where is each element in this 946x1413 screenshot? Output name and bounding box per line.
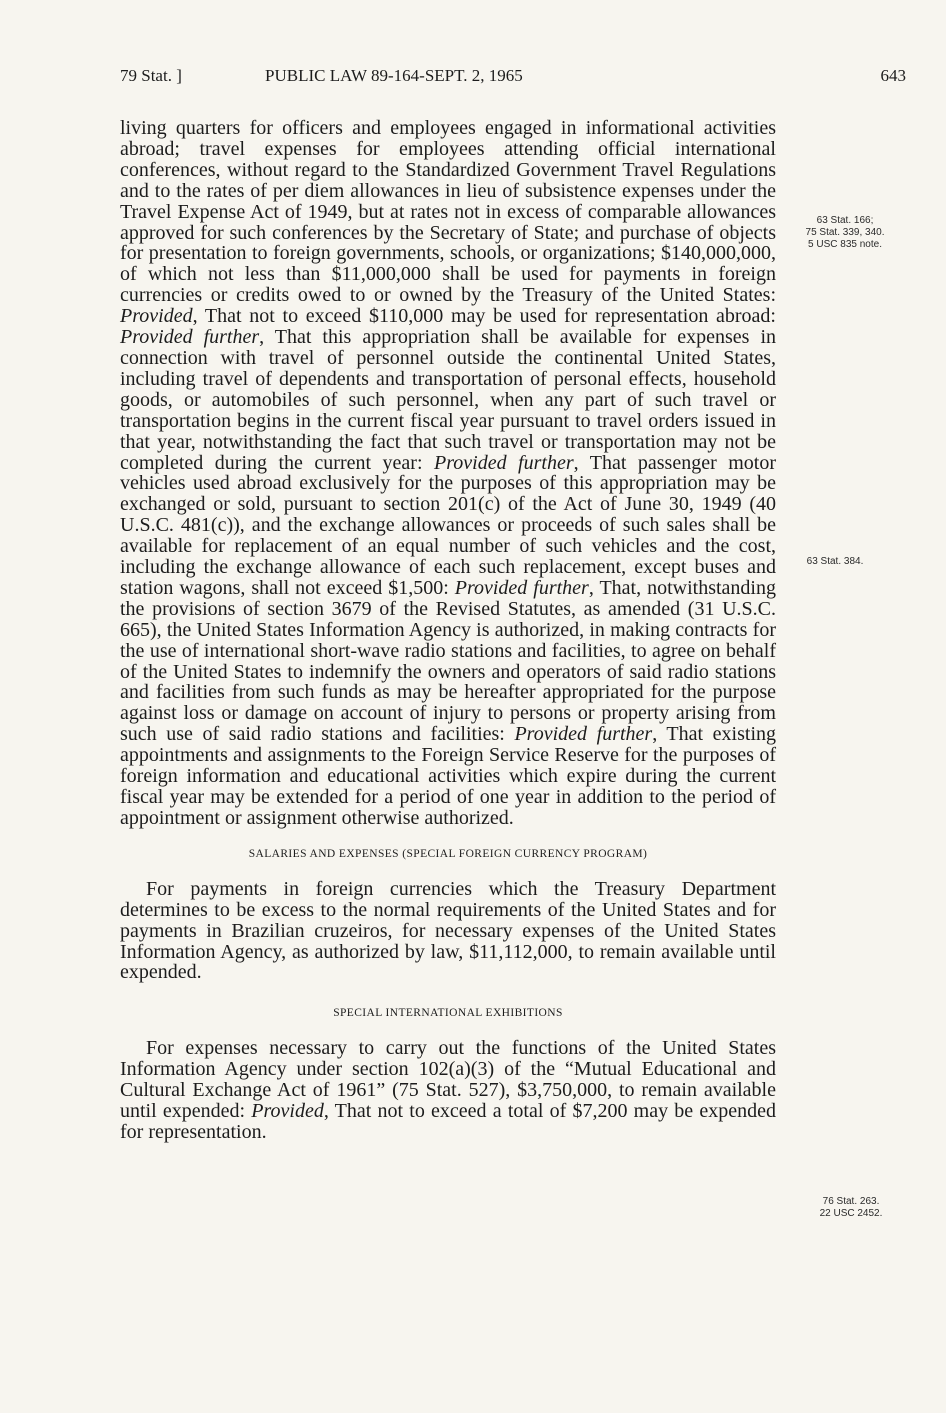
proviso: Provided further <box>514 723 653 746</box>
text-run: For expenses necessary to carry out the functions of the United States Information Agency under section 102(a)(3) of the “Mutual Educational and Cultural Exchange Act of 1961” (75 Stat. 527), $3,750,000, to remain available until expended: <box>120 1037 776 1123</box>
proviso: Provided further <box>434 451 574 474</box>
volume-citation: 79 Stat. ] <box>120 66 182 85</box>
proviso: Provided <box>251 1100 324 1123</box>
citation-line: 63 Stat. 384. <box>806 556 864 567</box>
running-header <box>120 66 906 88</box>
text-run: , That existing appointments and assignments to the Foreign Service Reserve for the purposes of foreign information and educational activities which expire during the current fiscal year may be extended for a period of one year in addition to the period of appointment or assignment otherwise authorized. <box>120 723 777 829</box>
text-run: , That, notwithstanding the provisions of section 3679 of the Revised Statutes, as amended (31 U.S.C. 665), the United States Information Agency is authorized, in making contracts for the use of international short-wave radio stations and facilities, to agree on behalf of the United States to indemnify the owners and operators of said radio stations and facilities from such funds as may be hereafter appropriated for the purpose against loss or damage on account of injury to persons or property arising from such use of said radio stations and facilities: <box>120 576 776 746</box>
text-run: living quarters for officers and employees engaged in informational activities abroad; travel expenses for employees attending official international conferences, without regard to the Standardized Government Travel Regulations and to the rates of per diem allowances in lieu of subsistence expenses under the Travel Expense Act of 1949, but at rates not in excess of comparable allowances approved for such conferences by the Secretary of State; and purchase of objects for presentation to foreign governments, schools, or organizations; $140,000,000, of which not less than $11,000,000 shall be used for payments in foreign currencies or credits owed to or owned by the Treasury of the United States: <box>120 117 776 307</box>
page-number: 643 <box>880 66 906 85</box>
citation-line: 76 Stat. 263. <box>822 1196 880 1207</box>
main-text <box>120 118 776 1143</box>
proviso: Provided <box>120 305 193 328</box>
text-run: , That this appropriation shall be available for expenses in connection with travel of personnel outside the continental United States, including travel of dependents and transportation of personal effects, household goods, or automobiles of such personnel, when any part of such travel or transportation begins in the current fiscal year pursuant to travel orders issued in that year, notwithstanding the fact that such travel or transportation may not be completed during the current year: <box>120 326 777 474</box>
text-run: , That not to exceed $110,000 may be used for representation abroad: <box>192 305 776 328</box>
text-run: , That passenger motor vehicles used abroad exclusively for the purposes of this appropriation may be exchanged or sold, pursuant to section 201(c) of the Act of June 30, 1949 (40 U.S.C. 481(c)), and the exchange allowances or proceeds of such sales shall be available for replacement of an equal number of such vehicles and the cost, including the exchange allowance of each such replacement, except buses and station wagons, shall not exceed $1,500: <box>120 451 777 599</box>
citation-line: 63 Stat. 166; <box>816 215 874 226</box>
citation-line: 5 USC 835 note. <box>808 239 882 250</box>
margin-citation <box>786 1196 916 1220</box>
exhibitions-paragraph <box>120 1038 776 1143</box>
page-title: PUBLIC LAW 89-164-SEPT. 2, 1965 <box>265 66 523 85</box>
proviso: Provided further <box>454 576 589 599</box>
salaries-paragraph: For payments in foreign currencies which the Treasury Department determines to be excess to the normal requirements of the United States and for payments in Brazilian cruzeiros, for necessary expenses of the United States Information Agency, as authorized by law, $11,112,000, to remain available until expended. <box>120 877 776 984</box>
margin-citation <box>790 556 880 568</box>
citation-line: 22 USC 2452. <box>819 1208 883 1219</box>
margin-citation <box>778 215 912 251</box>
section-heading-salaries: SALARIES AND EXPENSES (SPECIAL FOREIGN CURRENCY PROGRAM) <box>248 847 648 860</box>
citation-line: 75 Stat. 339, 340. <box>805 227 885 238</box>
proviso: Provided further <box>120 326 260 349</box>
appropriation-paragraph <box>120 118 776 829</box>
text-run: , That not to exceed a total of $7,200 may be expended for representation. <box>120 1100 777 1143</box>
section-heading-exhibitions: SPECIAL INTERNATIONAL EXHIBITIONS <box>333 1007 563 1020</box>
